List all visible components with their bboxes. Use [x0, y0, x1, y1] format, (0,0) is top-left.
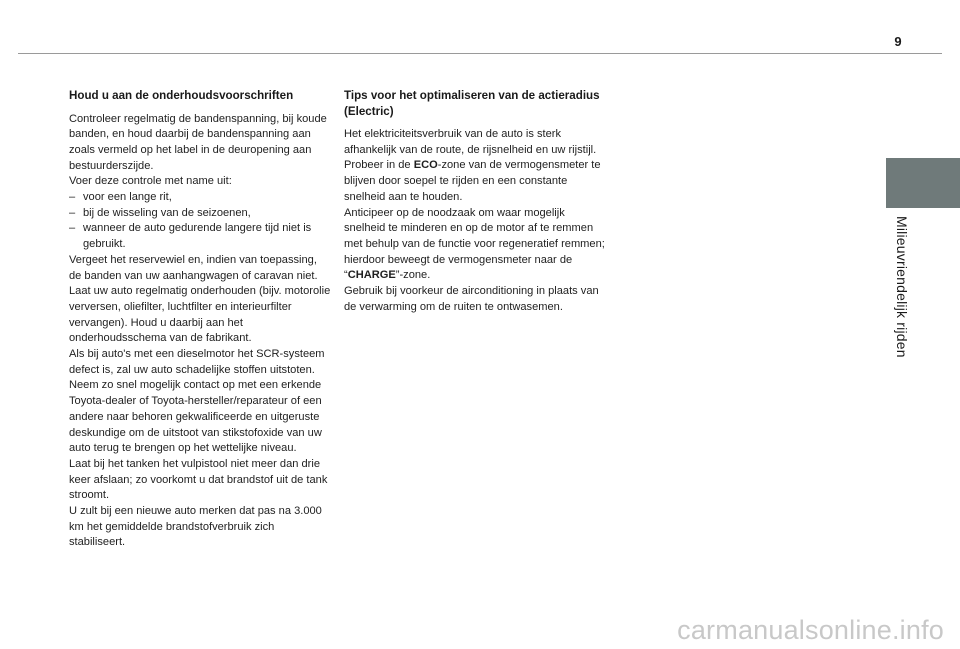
list-item-text: wanneer de auto gedurende langere tijd niet is gebruikt. [83, 222, 312, 251]
spare-wheel-paragraph: Vergeet het reservewiel en, indien van toepassing, de banden van uw aanhangwagen of caravan niet. [69, 253, 318, 282]
dash-marker: – [69, 191, 76, 204]
maintenance-heading: Houd u aan de onderhoudsvoorschriften [69, 89, 294, 102]
tyre-pressure-paragraph: Controleer regelmatig de bandenspanning, bij koude banden, en houd daarbij de bandenspanning aan zoals vermeld op het label in de deuropening aan bestuurderszijde. [69, 112, 327, 172]
list-item-text: voor een lange rit, [83, 191, 172, 204]
refuelling-paragraph: Laat bij het tanken het vulpistool niet meer dan drie keer afslaan; zo voorkomt u dat brandstof uit de tank stroomt. [69, 457, 328, 502]
check-intro-paragraph: Voer deze controle met name uit: [69, 175, 232, 188]
eco-zone-paragraph [344, 158, 606, 205]
dash-marker: – [69, 222, 76, 235]
left-column [69, 88, 331, 551]
header-rule [18, 53, 942, 54]
eco-label: ECO [413, 159, 438, 172]
consumption-paragraph: Het elektriciteitsverbruik van de auto is sterk afhankelijk van de route, de rijsnelheid en uw rijstijl. [344, 128, 597, 156]
charge-label: CHARGE [347, 269, 396, 282]
right-column [344, 88, 606, 315]
eco-text-a: Probeer in de [344, 159, 414, 172]
demisting-paragraph: Gebruik bij voorkeur de airconditioning in plaats van de verwarming om de ruiten te ontwasemen. [344, 285, 599, 313]
section-tab-label: Milieuvriendelijk rijden [894, 216, 910, 358]
dash-marker: – [69, 206, 76, 219]
charge-text-a: Anticipeer op de noodzaak om waar mogelijk snelheid te minderen en op de motor af te remmen met behulp van de functie voor regeneratief remmen; hierdoor beweegt de vermogensmeter naar de “ [344, 206, 605, 282]
watermark-text: carmanualsonline.info [677, 615, 944, 645]
range-tips-heading: Tips voor het optimaliseren van de actieradius (Electric) [344, 89, 600, 118]
charge-text-b: ”-zone. [395, 269, 431, 282]
list-item [69, 190, 331, 206]
new-car-consumption-paragraph: U zult bij een nieuwe auto merken dat pas na 3.000 km het gemiddelde brandstofverbruik zich stabiliseert. [69, 505, 322, 549]
list-item-text: bij de wisseling van de seizoenen, [83, 206, 251, 219]
page-number: 9 [894, 34, 902, 49]
list-item [69, 206, 331, 222]
scr-system-paragraph: Als bij auto's met een dieselmotor het SCR-systeem defect is, zal uw auto schadelijke stoffen uitstoten. Neem zo snel mogelijk contact op met een erkende Toyota-dealer of Toyota-hersteller/reparateur of een andere naar behoren gekwalificeerde en uitgeruste deskundige om de uitstoot van stikstofoxide van uw auto terug te brengen op het wettelijke niveau. [69, 348, 325, 455]
service-paragraph: Laat uw auto regelmatig onderhouden (bijv. motorolie verversen, oliefilter, luchtfilter en interieurfilter vervangen). Houd u daarbij aan het onderhoudsschema van de fabrikant. [69, 285, 331, 345]
list-item [69, 221, 331, 252]
regenerative-braking-paragraph [344, 206, 606, 285]
eco-text-b: -zone van de vermogensmeter te blijven door soepel te rijden en een constante snelheid aan te houden. [344, 159, 601, 203]
section-tab-block [886, 158, 960, 208]
